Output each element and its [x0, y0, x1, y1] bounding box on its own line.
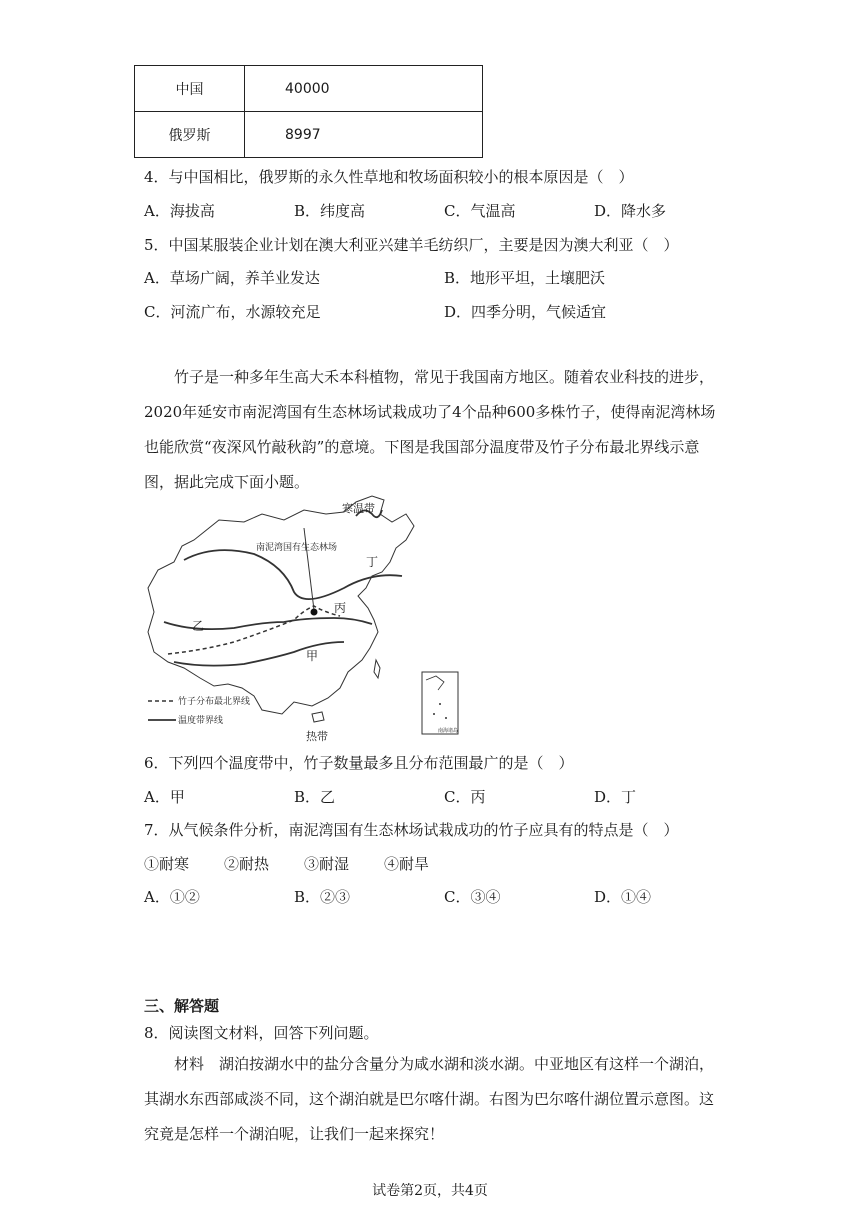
- label-ding: 丁: [366, 555, 379, 569]
- forest-farm-point: [311, 609, 318, 616]
- table-cell-value: 40000: [245, 66, 483, 112]
- q6-option-a: A．甲: [144, 788, 185, 806]
- q7-option-d: D．①④: [594, 888, 652, 906]
- label-bing: 丙: [334, 601, 347, 615]
- table-row: [135, 112, 483, 158]
- q7-choice-2: ②耐热: [224, 855, 270, 873]
- question-8-stem: 8．阅读图文材料，回答下列问题。: [144, 1024, 379, 1042]
- q7-choice-3: ③耐湿: [304, 855, 350, 873]
- label-cold-zone: 寒温带: [342, 502, 375, 515]
- table-cell-country: 中国: [135, 66, 245, 112]
- passage-bamboo: 竹子是一种多年生高大禾本科植物，常见于我国南方地区。随着农业科技的进步，2020年延安市南泥湾国有生态林场试栽成功了4个品种600多株竹子，使得南泥湾林场也能欣赏“夜深风竹敲秋韵”的意境。下图是我国部分温度带及竹子分布最北界线示意图，据此完成下面小题。: [144, 368, 716, 491]
- hainan-island: [312, 712, 324, 722]
- q4-option-b: B．纬度高: [294, 202, 366, 220]
- q7-option-a: A．①②: [144, 888, 200, 906]
- question-6-stem: 6．下列四个温度带中，竹子数量最多且分布范围最广的是（ ）: [144, 754, 574, 772]
- question-5-stem: 5．中国某服装企业计划在澳大利亚兴建羊毛纺织厂，主要是因为澳大利亚（ ）: [144, 236, 679, 254]
- q5-option-b: B．地形平坦，土壤肥沃: [444, 269, 606, 287]
- q4-option-d: D．降水多: [594, 202, 667, 220]
- q4-option-c: C．气温高: [444, 202, 516, 220]
- china-temperature-zone-map: [144, 492, 479, 742]
- label-tropical: 热带: [306, 730, 328, 742]
- q6-option-b: B．乙: [294, 788, 336, 806]
- q8-material: 材料 湖泊按湖水中的盐分含量分为咸水湖和淡水湖。中亚地区有这样一个湖泊，其湖水东西部咸淡不同，这个湖泊就是巴尔喀什湖。右图为巴尔喀什湖位置示意图。这究竟是怎样一个湖泊呢，让我们一起来探究！: [144, 1055, 715, 1143]
- q7-option-b: B．②③: [294, 888, 351, 906]
- q5-option-d: D．四季分明，气候适宜: [444, 303, 607, 321]
- q7-option-c: C．③④: [444, 888, 501, 906]
- label-yi: 乙: [192, 619, 205, 633]
- page-footer: 试卷第2页，共4页: [372, 1183, 488, 1199]
- taiwan-island: [374, 660, 380, 678]
- q6-option-d: D．丁: [594, 788, 637, 806]
- q5-option-a: A．草场广阔，养羊业发达: [144, 269, 320, 287]
- china-outline: [148, 496, 414, 714]
- table-row: [135, 66, 483, 112]
- label-forest-farm: 南泥湾国有生态林场: [256, 543, 338, 553]
- question-4-stem: 4．与中国相比，俄罗斯的永久性草地和牧场面积较小的根本原因是（ ）: [144, 168, 634, 186]
- q5-option-c: C．河流广布，水源较充足: [144, 303, 321, 321]
- question-7-stem: 7．从气候条件分析，南泥湾国有生态林场试栽成功的竹子应具有的特点是（ ）: [144, 821, 679, 839]
- data-table: [134, 65, 483, 158]
- q6-option-c: C．丙: [444, 788, 486, 806]
- q7-choice-1: ①耐寒: [144, 855, 190, 873]
- section-heading: 三、解答题: [144, 997, 220, 1015]
- label-jia: 甲: [306, 649, 319, 663]
- table-cell-value: 8997: [245, 112, 483, 158]
- table-cell-country: 俄罗斯: [135, 112, 245, 158]
- q4-option-a: A．海拔高: [144, 202, 215, 220]
- legend-zone-label: 温度带界线: [178, 716, 224, 726]
- q7-choice-4: ④耐旱: [384, 855, 430, 873]
- legend-bamboo-label: 竹子分布最北界线: [178, 697, 251, 707]
- inset-label: 南海诸岛: [438, 728, 459, 734]
